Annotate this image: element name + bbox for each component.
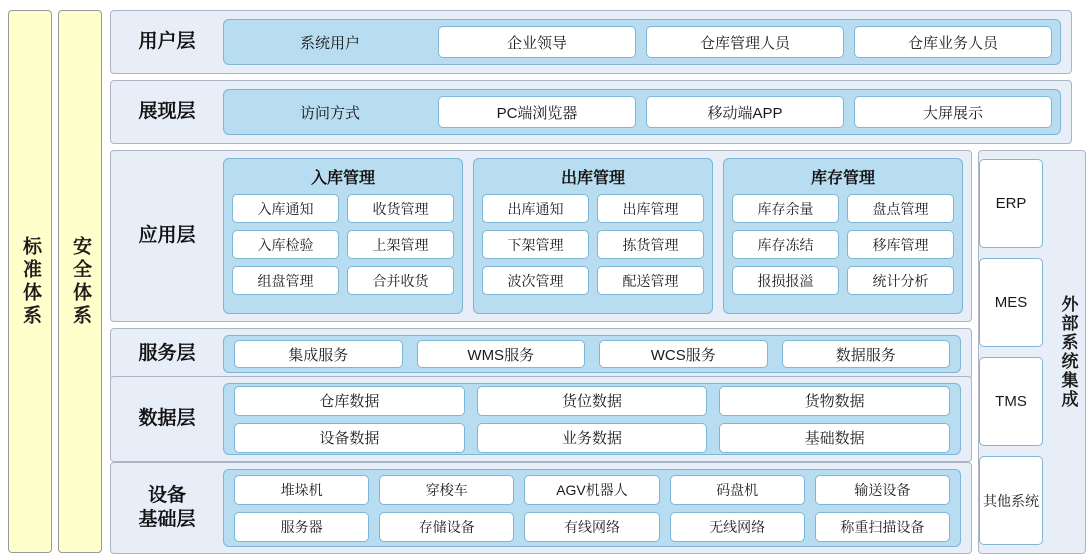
layer-device <box>110 462 972 554</box>
user-item-warehouse-staff[interactable]: 仓库业务人员 <box>854 26 1052 58</box>
external-systems-list <box>979 151 1051 553</box>
app-item-loss-overflow[interactable]: 报损报溢 <box>732 266 839 295</box>
device-item-wireless-network[interactable]: 无线网络 <box>670 512 805 542</box>
device-item-storage[interactable]: 存储设备 <box>379 512 514 542</box>
app-group-inventory <box>723 158 963 314</box>
layer-presentation-title: 展现层 <box>138 101 196 122</box>
presentation-item-pc-browser[interactable]: PC端浏览器 <box>438 96 636 128</box>
external-item-tms[interactable]: TMS <box>979 357 1043 446</box>
service-item-wms[interactable]: WMS服务 <box>417 340 586 368</box>
presentation-group <box>223 89 1061 135</box>
app-item-delivery-mgmt[interactable]: 配送管理 <box>597 266 704 295</box>
user-item-warehouse-manager[interactable]: 仓库管理人员 <box>646 26 844 58</box>
presentation-item-large-screen[interactable]: 大屏展示 <box>854 96 1052 128</box>
external-systems-title-label: 外部系统集成 <box>1058 295 1078 409</box>
app-group-outbound-grid <box>482 194 704 295</box>
layer-device-title-line1: 设备 <box>147 485 186 506</box>
layer-data-title: 数据层 <box>138 408 196 429</box>
device-group <box>223 469 961 547</box>
service-item-integration[interactable]: 集成服务 <box>234 340 403 368</box>
data-item-location[interactable]: 货位数据 <box>477 386 708 416</box>
layer-application-body <box>223 151 971 321</box>
app-item-putaway-mgmt[interactable]: 上架管理 <box>347 230 454 259</box>
app-item-picking-mgmt[interactable]: 拣货管理 <box>597 230 704 259</box>
layer-presentation-body <box>223 81 1071 143</box>
app-item-offshelf-mgmt[interactable]: 下架管理 <box>482 230 589 259</box>
layer-user-body <box>223 11 1071 73</box>
device-item-conveyor[interactable]: 输送设备 <box>815 475 950 505</box>
user-group <box>223 19 1061 65</box>
pillar-security-label: 安全体系 <box>70 235 91 328</box>
device-item-weighing-scanning[interactable]: 称重扫描设备 <box>815 512 950 542</box>
device-item-server[interactable]: 服务器 <box>234 512 369 542</box>
data-item-basic[interactable]: 基础数据 <box>719 423 950 453</box>
app-item-outbound-notice[interactable]: 出库通知 <box>482 194 589 223</box>
pillar-standard-label: 标准体系 <box>20 235 41 328</box>
app-item-inbound-inspection[interactable]: 入库检验 <box>232 230 339 259</box>
layer-user-title: 用户层 <box>138 31 196 52</box>
app-item-transfer-mgmt[interactable]: 移库管理 <box>847 230 954 259</box>
app-item-stock-freeze[interactable]: 库存冻结 <box>732 230 839 259</box>
service-item-data[interactable]: 数据服务 <box>782 340 951 368</box>
device-item-stacker[interactable]: 堆垛机 <box>234 475 369 505</box>
service-item-wcs[interactable]: WCS服务 <box>599 340 768 368</box>
external-item-other[interactable]: 其他系统 <box>979 456 1043 545</box>
device-item-shuttle[interactable]: 穿梭车 <box>379 475 514 505</box>
layer-application <box>110 150 972 322</box>
app-group-inventory-grid <box>732 194 954 295</box>
service-group <box>223 335 961 373</box>
layer-user <box>110 10 1072 74</box>
layer-device-title <box>111 484 223 532</box>
data-group <box>223 383 961 455</box>
presentation-item-mobile-app[interactable]: 移动端APP <box>646 96 844 128</box>
app-item-outbound-mgmt[interactable]: 出库管理 <box>597 194 704 223</box>
external-item-mes[interactable]: MES <box>979 258 1043 347</box>
application-groups <box>223 158 971 314</box>
app-group-inventory-title: 库存管理 <box>810 170 875 187</box>
app-group-outbound <box>473 158 713 314</box>
layer-device-body <box>223 463 971 553</box>
app-item-merge-receiving[interactable]: 合并收货 <box>347 266 454 295</box>
app-item-wave-mgmt[interactable]: 波次管理 <box>482 266 589 295</box>
layer-service <box>110 328 972 380</box>
user-lead-label: 系统用户 <box>299 34 360 52</box>
data-item-business[interactable]: 业务数据 <box>477 423 708 453</box>
app-item-inbound-notice[interactable]: 入库通知 <box>232 194 339 223</box>
pillar-security-system <box>58 10 102 553</box>
app-item-stocktaking-mgmt[interactable]: 盘点管理 <box>847 194 954 223</box>
layer-presentation <box>110 80 1072 144</box>
data-item-equipment[interactable]: 设备数据 <box>234 423 465 453</box>
app-group-inbound <box>223 158 463 314</box>
layer-service-body <box>223 329 971 379</box>
presentation-lead-label: 访问方式 <box>299 104 360 122</box>
app-item-stock-balance[interactable]: 库存余量 <box>732 194 839 223</box>
layer-application-title: 应用层 <box>138 225 196 246</box>
device-item-wired-network[interactable]: 有线网络 <box>524 512 659 542</box>
user-item-leader[interactable]: 企业领导 <box>438 26 636 58</box>
external-systems-panel <box>978 150 1086 554</box>
data-item-goods[interactable]: 货物数据 <box>719 386 950 416</box>
layer-service-title: 服务层 <box>138 343 196 364</box>
app-item-pallet-mgmt[interactable]: 组盘管理 <box>232 266 339 295</box>
app-group-inbound-grid <box>232 194 454 295</box>
app-group-outbound-title: 出库管理 <box>560 170 625 187</box>
layer-data <box>110 376 972 462</box>
pillar-standard-system <box>8 10 52 553</box>
external-item-erp[interactable]: ERP <box>979 159 1043 248</box>
app-item-statistics-analysis[interactable]: 统计分析 <box>847 266 954 295</box>
layer-device-title-line2: 基础层 <box>138 509 196 530</box>
layer-data-body <box>223 377 971 461</box>
device-item-agv-robot[interactable]: AGV机器人 <box>524 475 659 505</box>
data-item-warehouse[interactable]: 仓库数据 <box>234 386 465 416</box>
app-group-inbound-title: 入库管理 <box>310 170 375 187</box>
device-item-palletizer[interactable]: 码盘机 <box>670 475 805 505</box>
app-item-receiving-mgmt[interactable]: 收货管理 <box>347 194 454 223</box>
external-systems-title <box>1051 295 1085 409</box>
